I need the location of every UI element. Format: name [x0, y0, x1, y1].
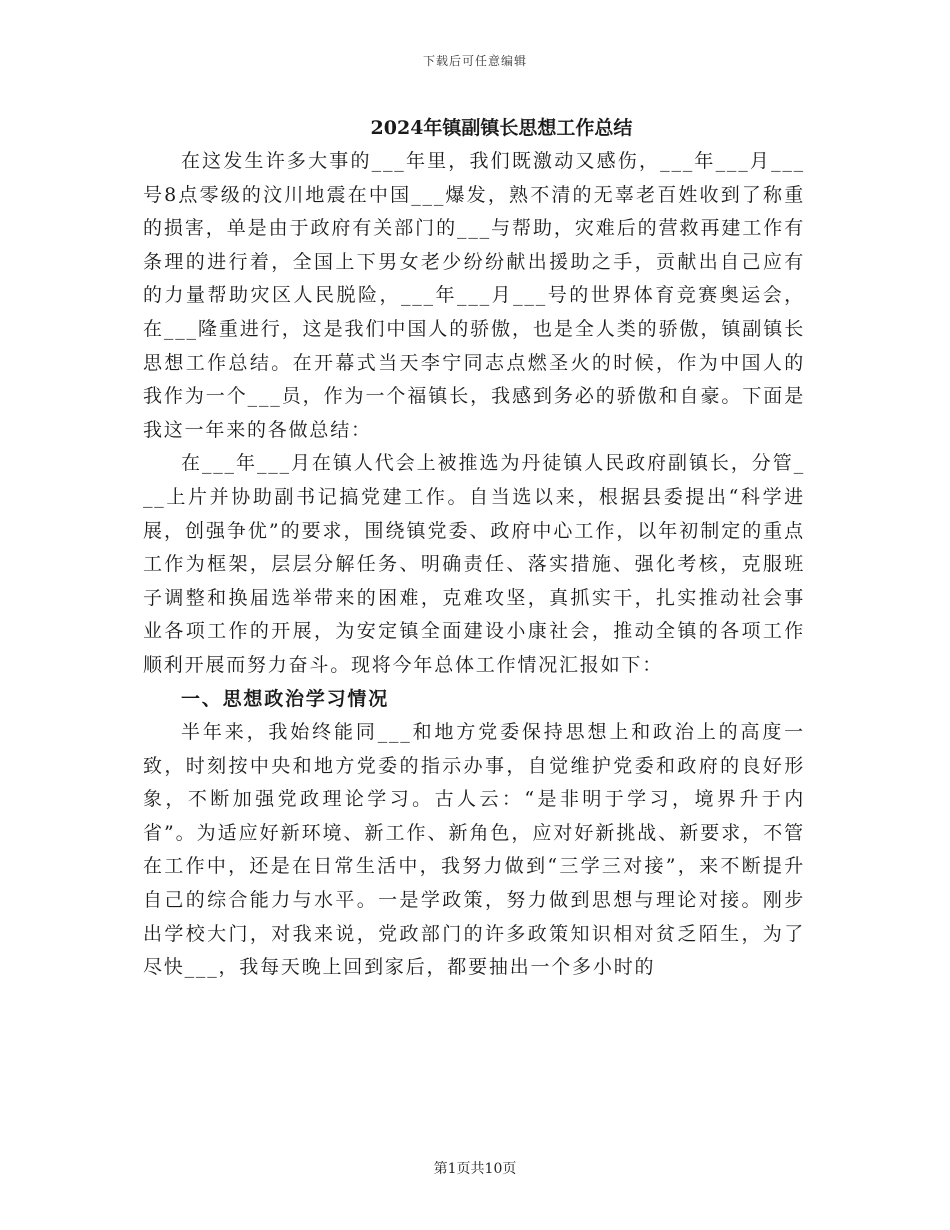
paragraph-overview: 在___年___月在镇人代会上被推选为丹徒镇人民政府副镇长，分管___上片并协助副书记搞党建工作。自当选以来，根据县委提出“科学进展，创强争优”的要求，围绕镇党委、政府中心工作，以年初制定的重点工作为框架，层层分解任务、明确责任、落实措施、强化考核，克服班子调整和换届选举带来的困难，克难攻坚，真抓实干，扎实推动社会事业各项工作的开展，为安定镇全面建设小康社会，推动全镇的各项工作顺利开展而努力奋斗。现将今年总体工作情况汇报如下：: [143, 452, 805, 676]
document-body: [143, 145, 805, 985]
section-heading-political-study: 一、思想政治学习情况: [181, 687, 390, 710]
page-header-note: 下载后可任意编辑: [422, 54, 527, 68]
page-number: 第1页共10页: [433, 1161, 517, 1177]
document-title: 2024年镇副镇长思想工作总结: [370, 117, 633, 139]
paragraph-intro: 在这发生许多大事的___年里，我们既激动又感伤，___年___月___号8点零级的汶川地震在中国___爆发，熟不清的无辜老百姓收到了称重的损害，单是由于政府有关部门的___与帮助，灾难后的营救再建工作有条理的进行着，全国上下男女老少纷纷献出援助之手，贡献出自己应有的力量帮助灾区人民脱险，___年___月___号的世界体育竞赛奥运会，在___隆重进行，这是我们中国人的骄傲，也是全人类的骄傲，镇副镇长思想工作总结。在开幕式当天李宁同志点燃圣火的时候，作为中国人的我作为一个___员，作为一个福镇长，我感到务必的骄傲和自豪。下面是我这一年来的各做总结：: [143, 150, 805, 441]
paragraph-political-study: 半年来，我始终能同___和地方党委保持思想上和政治上的高度一致，时刻按中央和地方党委的指示办事，自觉维护党委和政府的良好形象，不断加强党政理论学习。古人云：“是非明于学习，境界升于内省”。为适应好新环境、新工作、新角色，应对好新挑战、新要求，不管在工作中，还是在日常生活中，我努力做到“三学三对接”，来不断提升自己的综合能力与水平。一是学政策，努力做到思想与理论对接。刚步出学校大门，对我来说，党政部门的许多政策知识相对贫乏陌生，为了尽快___，我每天晚上回到家后，都要抽出一个多小时的: [143, 721, 805, 979]
